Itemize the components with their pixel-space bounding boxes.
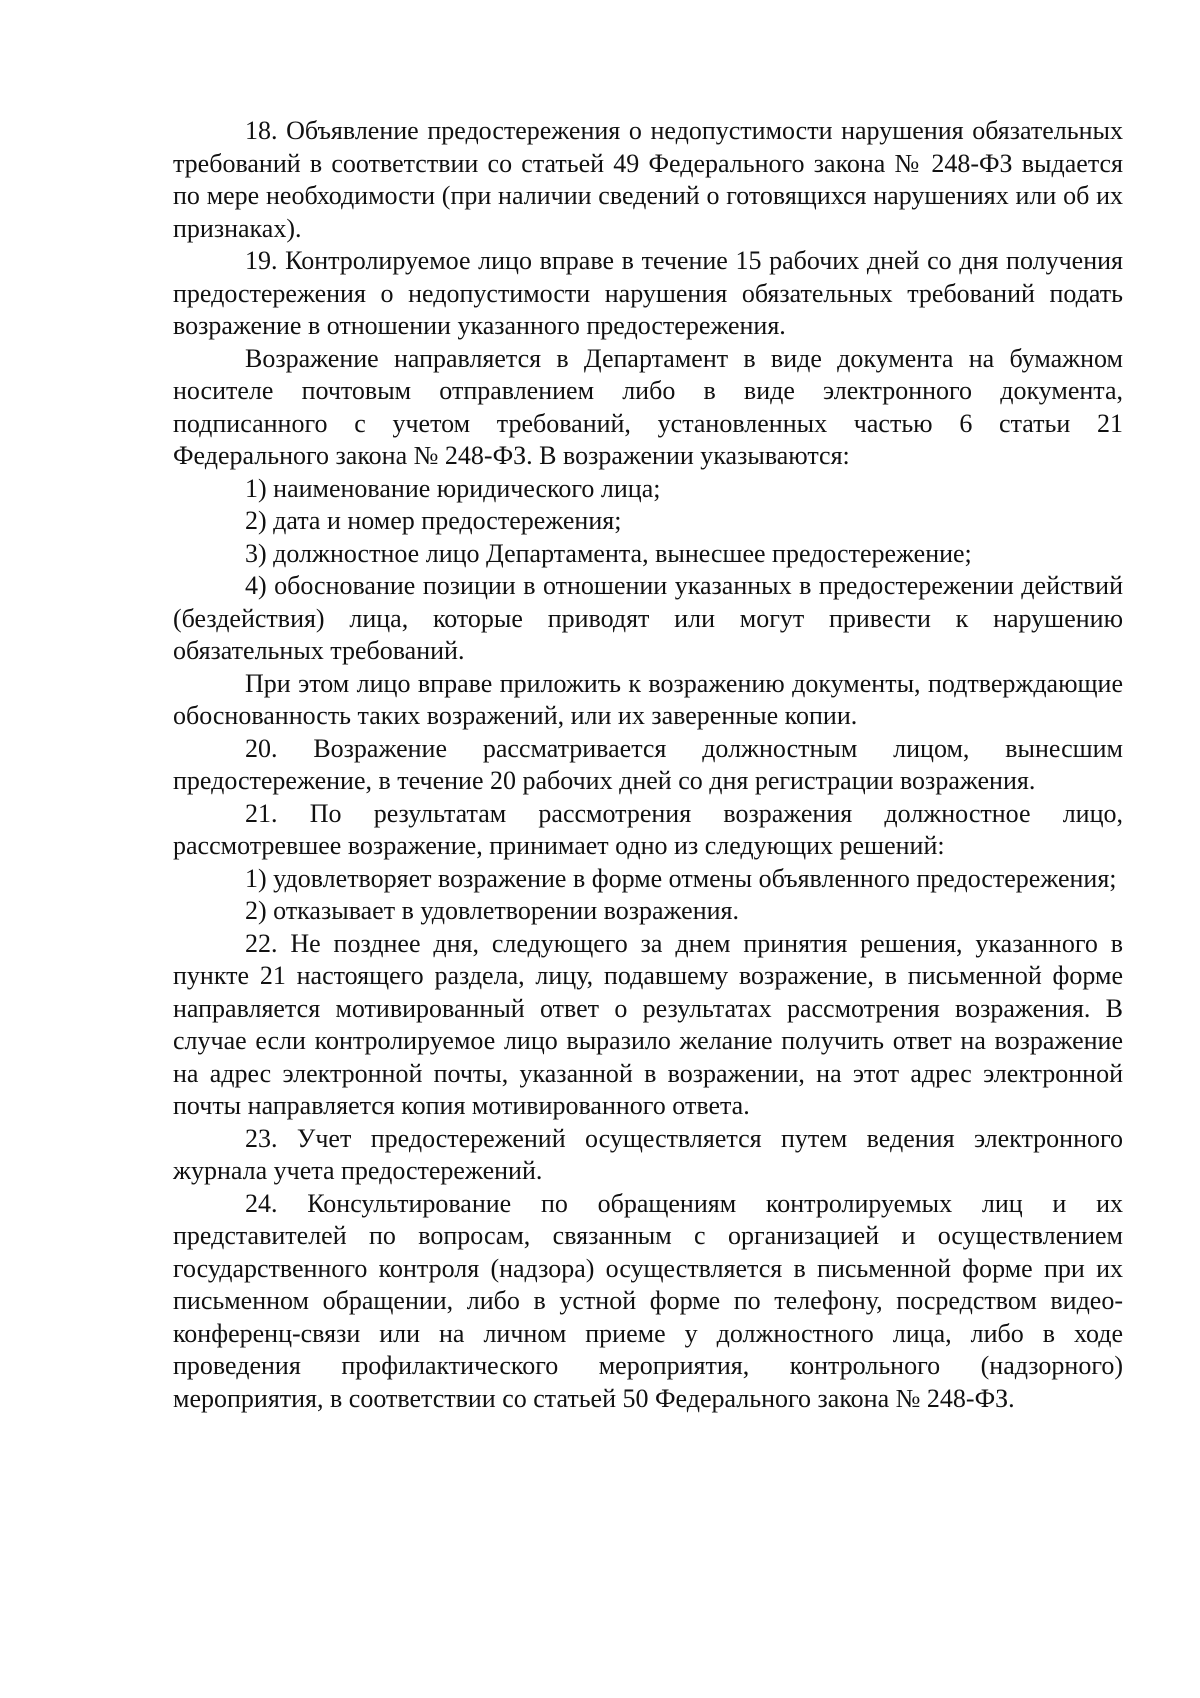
document-body	[173, 115, 1123, 1415]
list-item-position-justification: 4) обоснование позиции в отношении указанных в предостережении действий (бездействия) лица, которые приводят или могут привести к нарушению обязательных требований.	[173, 571, 1123, 665]
paragraph-item-22: 22. Не позднее дня, следующего за днем принятия решения, указанного в пункте 21 настоящего раздела, лицу, подавшему возражение, в письменной форме направляется мотивированный ответ о результатах рассмотрения возражения. В случае если контролируемое лицо выразило желание получить ответ на возражение на адрес электронной почты, указанной в возражении, на этот адрес электронной почты направляется копия мотивированного ответа.	[173, 928, 1123, 1120]
list-item-legal-entity-name: 1) наименование юридического лица;	[245, 473, 661, 503]
paragraph-attachments: При этом лицо вправе приложить к возражению документы, подтверждающие обоснованность таких возражений, или их заверенные копии.	[173, 668, 1123, 730]
paragraph-item-19: 19. Контролируемое лицо вправе в течение 15 рабочих дней со дня получения предостережения о недопустимости нарушения обязательных требований подать возражение в отношении указанного предостережения.	[173, 246, 1123, 340]
paragraph-objection-submission: Возражение направляется в Департамент в виде документа на бумажном носителе почтовым отправлением либо в виде электронного документа, подписанного с учетом требований, установленных частью 6 статьи 21 Федерального закона № 248-ФЗ. В возражении указываются:	[173, 343, 1123, 470]
paragraph-item-21: 21. По результатам рассмотрения возражения должностное лицо, рассмотревшее возражение, принимает одно из следующих решений:	[173, 798, 1123, 860]
paragraph-item-24: 24. Консультирование по обращениям контролируемых лиц и их представителей по вопросам, связанным с организацией и осуществлением государственного контроля (надзора) осуществляется в письменной форме при их письменном обращении, либо в устной форме по телефону, посредством видео-конференц-связи или на личном приеме у должностного лица, либо в ходе проведения профилактического мероприятия, контрольного (надзорного) мероприятия, в соответствии со статьей 50 Федерального закона № 248-ФЗ.	[173, 1188, 1123, 1413]
list-item-decision-satisfy: 1) удовлетворяет возражение в форме отмены объявленного предостережения;	[245, 863, 1117, 893]
list-item-warning-date-number: 2) дата и номер предостережения;	[245, 506, 622, 535]
paragraph-item-23: 23. Учет предостережений осуществляется путем ведения электронного журнала учета предостережений.	[173, 1123, 1123, 1185]
list-item-decision-refuse: 2) отказывает в удовлетворении возражения.	[245, 896, 739, 925]
paragraph-item-20: 20. Возражение рассматривается должностным лицом, вынесшим предостережение, в течение 20 рабочих дней со дня регистрации возражения.	[173, 733, 1123, 795]
list-item-issuing-official: 3) должностное лицо Департамента, вынесшее предостережение;	[245, 538, 972, 568]
paragraph-item-18: 18. Объявление предостережения о недопустимости нарушения обязательных требований в соответствии со статьей 49 Федерального закона № 248-ФЗ выдается по мере необходимости (при наличии сведений о готовящихся нарушениях или об их признаках).	[173, 116, 1123, 243]
